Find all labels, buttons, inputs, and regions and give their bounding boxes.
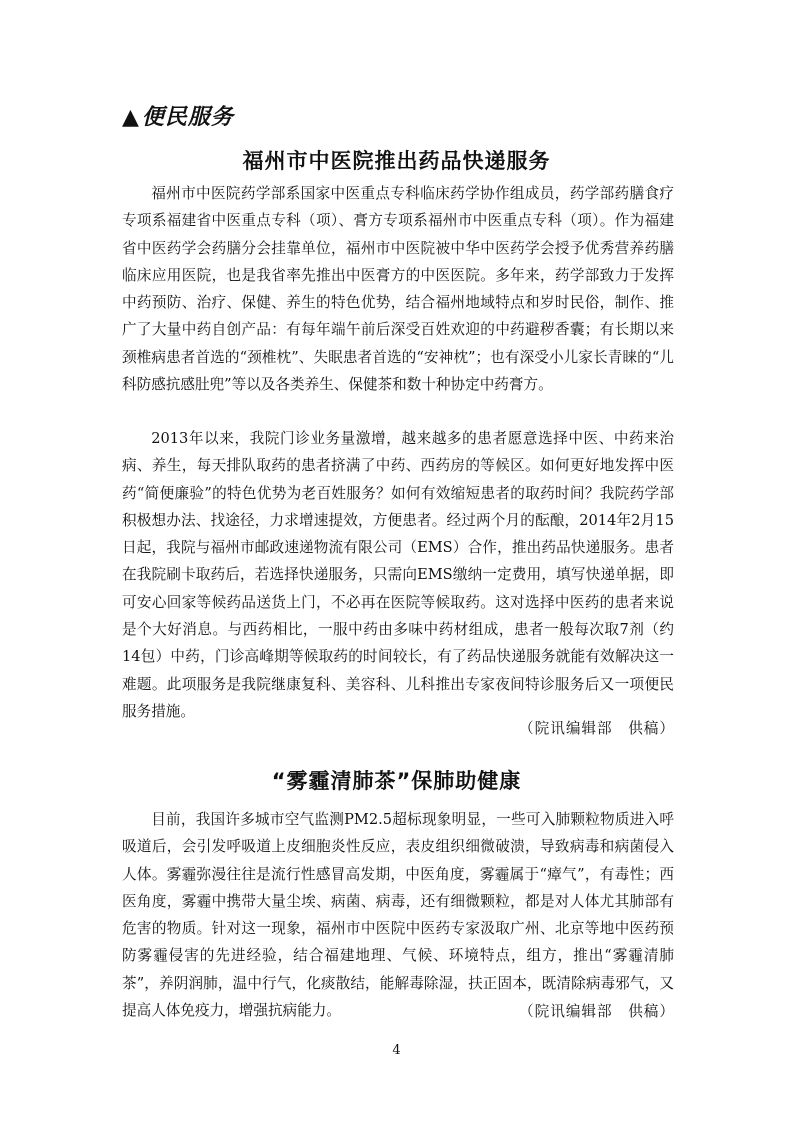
article-credit: （院讯编辑部 供稿） [519,1003,675,1020]
section-heading [122,100,234,131]
article-paragraph: 2013年以来，我院门诊业务量激增，越来越多的患者愿意选择中医、中药来治病、养生，每天排队取药的患者挤满了中药、西药房的等候区。如何更好地发挥中医药“简便廉验”的特色优势为老百姓服务？如何有效缩短患者的取药时间？我院药学部积极想办法、找途径，力求增速提效，方便患者。经过两个月的酝酿，2014年2月15日起，我院与福州市邮政速递物流有限公司（EMS）合作，推出药品快递服务。患者在我院刷卡取药后，若选择快递服务，只需向EMS缴纳一定费用，填写快递单据，即可安心回家等候药品送货上门，不必再在医院等候取药。这对选择中医药的患者来说是个大好消息。与西药相比，一服中药由多味中药材组成，患者一般每次取7剂（约14包）中药，门诊高峰期等候取药的时间较长，有了药品快递服务就能有效解决这一难题。此项服务是我院继康复科、美容科、儿科推出专家夜间特诊服务后又一项便民服务措施。 [122,430,674,720]
article-title: “雾霾清肺茶”保肺助健康 [271,769,522,793]
triangle-marker-icon: ▲ [122,105,140,130]
page-number: 4 [392,1043,401,1058]
article-credit: （院讯编辑部 供稿） [519,720,675,737]
article-paragraph: 福州市中医院药学部系国家中医重点专科临床药学协作组成员，药学部药膳食疗专项系福建省中医重点专科（项）、膏方专项系福州市中医重点专科（项）。作为福建省中医药学会药膳分会挂靠单位，福州市中医院被中华中医药学会授予优秀营养药膳临床应用医院，也是我省率先推出中医膏方的中医医院。多年来，药学部致力于发挥中药预防、治疗、保健、养生的特色优势，结合福州地域特点和岁时民俗，制作、推广了大量中药自创产品：有每年端午前后深受百姓欢迎的中药避秽香囊；有长期以来颈椎病患者首选的“颈椎枕”、失眠患者首选的“安神枕”；也有深受小儿家长青睐的“儿科防感抗感肚兜”等以及各类养生、保健茶和数十种协定中药膏方。 [122,185,674,394]
article-title: 福州市中医院推出药品快递服务 [242,149,551,173]
article-paragraph: 目前，我国许多城市空气监测PM2.5超标现象明显，一些可入肺颗粒物质进入呼吸道后，会引发呼吸道上皮细胞炎性反应，表皮组织细微破溃，导致病毒和病菌侵入人体。雾霾弥漫往往是流行性感冒高发期，中医角度，雾霾属于“瘴气”，有毒性；西医角度，雾霾中携带大量尘埃、病菌、病毒，还有细微颗粒，都是对人体尤其肺部有危害的物质。针对这一现象，福州市中医院中医药专家汲取广州、北京等地中医药预防雾霾侵害的先进经验，结合福建地理、气候、环境特点，组方，推出“雾霾清肺茶”，养阴润肺，温中行气，化痰散结，能解毒除湿，扶正固本，既清除病毒邪气，又提高人体免疫力，增强抗病能力。 [122,811,674,1020]
section-heading-text: 便民服务 [141,105,234,130]
